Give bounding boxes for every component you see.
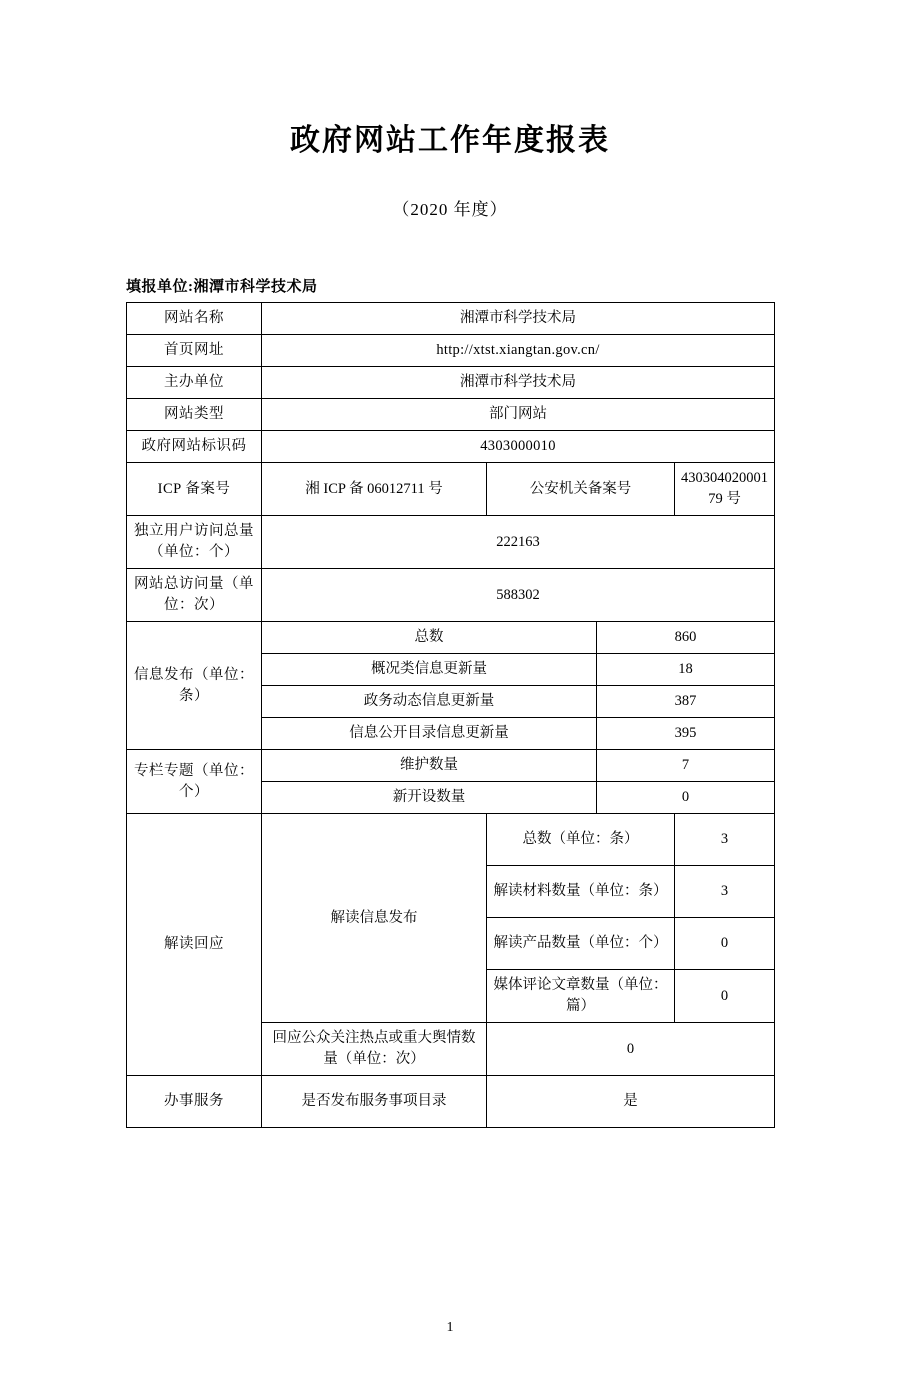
hot-response-value: 0 bbox=[487, 1023, 775, 1076]
info-release-label: 信息发布（单位：条） bbox=[127, 622, 262, 750]
table-row bbox=[127, 335, 775, 367]
table-row bbox=[127, 367, 775, 399]
info-release-item-value: 395 bbox=[597, 718, 775, 750]
info-release-item-name: 总数 bbox=[262, 622, 597, 654]
interpretation-item-name: 解读产品数量（单位：个） bbox=[487, 918, 675, 970]
column-topic-item-value: 7 bbox=[597, 750, 775, 782]
page-title: 政府网站工作年度报表 bbox=[290, 123, 610, 158]
table-row bbox=[127, 516, 775, 569]
table-row bbox=[127, 622, 775, 654]
total-visits-value: 588302 bbox=[262, 569, 775, 622]
filler-unit-label: 填报单位:湘潭市科学技术局 bbox=[126, 279, 318, 295]
interpretation-item-name: 解读材料数量（单位：条） bbox=[487, 866, 675, 918]
interpretation-item-value: 0 bbox=[675, 918, 775, 970]
info-release-item-value: 18 bbox=[597, 654, 775, 686]
interpretation-item-value: 0 bbox=[675, 970, 775, 1023]
info-release-item-value: 387 bbox=[597, 686, 775, 718]
table-row bbox=[127, 814, 775, 866]
document-page bbox=[0, 115, 900, 1388]
unique-visitors-label: 独立用户访问总量（单位：个） bbox=[127, 516, 262, 569]
table-row bbox=[127, 569, 775, 622]
info-release-item-value: 860 bbox=[597, 622, 775, 654]
table-row bbox=[127, 399, 775, 431]
info-release-item-name: 概况类信息更新量 bbox=[262, 654, 597, 686]
site-name-value: 湘潭市科学技术局 bbox=[262, 303, 775, 335]
hot-response-label: 回应公众关注热点或重大舆情数量（单位：次） bbox=[262, 1023, 487, 1076]
info-release-item-name: 政务动态信息更新量 bbox=[262, 686, 597, 718]
site-name-label: 网站名称 bbox=[127, 303, 262, 335]
table-row bbox=[127, 1076, 775, 1128]
table-row bbox=[127, 303, 775, 335]
interpretation-item-name: 总数（单位：条） bbox=[487, 814, 675, 866]
total-visits-label: 网站总访问量（单位：次） bbox=[127, 569, 262, 622]
page-subtitle: （2020 年度） bbox=[392, 200, 508, 219]
host-unit-label: 主办单位 bbox=[127, 367, 262, 399]
interpretation-release-label: 解读信息发布 bbox=[262, 814, 487, 1023]
icp-value: 湘 ICP 备 06012711 号 bbox=[262, 463, 487, 516]
homepage-label: 首页网址 bbox=[127, 335, 262, 367]
info-release-item-name: 信息公开目录信息更新量 bbox=[262, 718, 597, 750]
site-type-value: 部门网站 bbox=[262, 399, 775, 431]
column-topic-item-value: 0 bbox=[597, 782, 775, 814]
column-topic-item-name: 新开设数量 bbox=[262, 782, 597, 814]
police-record-label: 公安机关备案号 bbox=[487, 463, 675, 516]
report-table bbox=[126, 302, 775, 1128]
page-number: 1 bbox=[446, 1320, 454, 1335]
gov-site-id-value: 4303000010 bbox=[262, 431, 775, 463]
table-row bbox=[127, 750, 775, 782]
unique-visitors-value: 222163 bbox=[262, 516, 775, 569]
column-topic-label: 专栏专题（单位：个） bbox=[127, 750, 262, 814]
interpretation-label: 解读回应 bbox=[127, 814, 262, 1076]
gov-site-id-label: 政府网站标识码 bbox=[127, 431, 262, 463]
icp-label: ICP 备案号 bbox=[127, 463, 262, 516]
service-catalog-label: 是否发布服务事项目录 bbox=[262, 1076, 487, 1128]
service-label: 办事服务 bbox=[127, 1076, 262, 1128]
site-type-label: 网站类型 bbox=[127, 399, 262, 431]
table-row bbox=[127, 431, 775, 463]
interpretation-item-value: 3 bbox=[675, 866, 775, 918]
homepage-value: http://xtst.xiangtan.gov.cn/ bbox=[262, 335, 775, 367]
police-record-value: 43030402000179 号 bbox=[675, 463, 775, 516]
table-row bbox=[127, 463, 775, 516]
service-catalog-value: 是 bbox=[487, 1076, 775, 1128]
host-unit-value: 湘潭市科学技术局 bbox=[262, 367, 775, 399]
interpretation-item-name: 媒体评论文章数量（单位：篇） bbox=[487, 970, 675, 1023]
interpretation-item-value: 3 bbox=[675, 814, 775, 866]
column-topic-item-name: 维护数量 bbox=[262, 750, 597, 782]
